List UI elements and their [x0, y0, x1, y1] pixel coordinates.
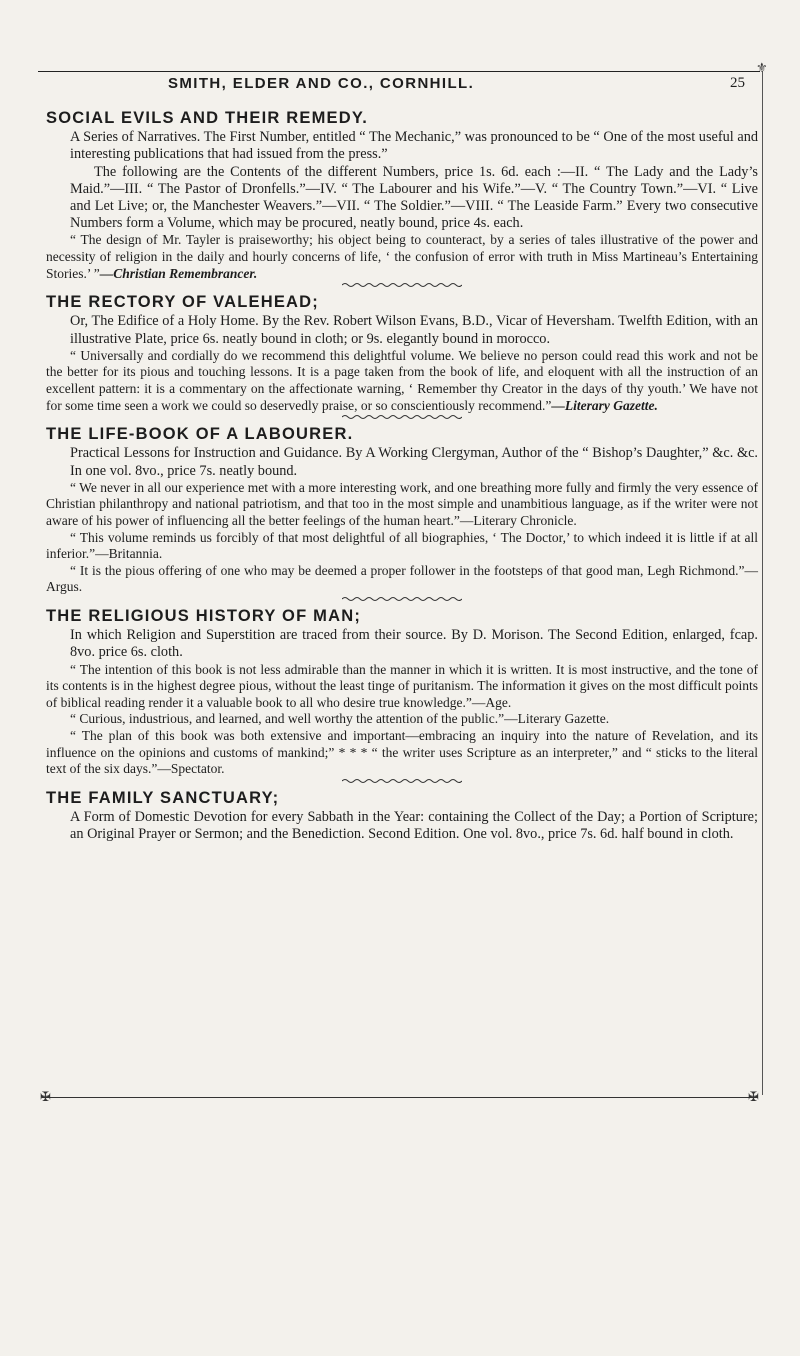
review-quote: [46, 348, 758, 414]
review-quote: “ It is the pious offering of one who may be deemed a proper follower in the footsteps of that good man, Legh Richmond.”—Argus.: [46, 562, 758, 595]
contents-list: The following are the Contents of the different Numbers, price 1s. 6d. each :—II. “ The Lady and the Lady’s Maid.”—III. “ The Pastor of Dronfells.”—IV. “ The Labourer and his Wife.”—V. “ The Country Town.”—VI. “ Live and Let Live; or, the Manchester Weavers.”—VII. “ The Soldier.”—VIII. “ The Leaside Farm.” Every two consecutive Numbers form a Volume, which may be procured, neatly bound, price 4s. each.: [70, 163, 758, 232]
review-source: —Christian Remembrancer.: [99, 265, 258, 281]
description: A Form of Domestic Devotion for every Sabbath in the Year: containing the Collect of the Day; a Portion of Scripture; an Original Prayer or Sermon; and the Benediction. Second Edition. One vol. 8vo., price 7s. 6d. half bound in cloth.: [70, 808, 758, 843]
review-source: —Literary Gazette.: [551, 397, 658, 413]
divider-ornament-icon: [342, 596, 462, 602]
review-text: “ The design of Mr. Tayler is praiseworthy; his object being to counteract, by a series of tales illustrative of the power and necessity of religion in the daily and hourly concerns of life, ‘ the confusion of error with truth in Miss Martineau’s Entertaining Stories.’ ”: [46, 232, 758, 281]
page-number: 25: [730, 75, 745, 91]
section-rectory-of-valehead: [46, 294, 758, 420]
page-body: [46, 110, 758, 849]
section-title: THE FAMILY SANCTUARY;: [46, 788, 280, 807]
section-title: THE RECTORY OF VALEHEAD;: [46, 293, 319, 312]
corner-ornament-icon: ⚜: [756, 60, 768, 75]
right-edge-line: [762, 71, 763, 1095]
top-rule: [38, 71, 760, 72]
section-title: THE LIFE-BOOK OF A LABOURER.: [46, 425, 354, 444]
divider-ornament-icon: [342, 414, 462, 420]
review-quote: “ The intention of this book is not less admirable than the manner in which it is written. It is most instructive, and the tone of its contents is in the highest degree pious, without the least tinge of puritanism. The information it gives on the most difficult points of biblical reading render it a valuable book to all who desire true knowledge.”—Age.: [46, 661, 758, 710]
section-title: THE RELIGIOUS HISTORY OF MAN;: [46, 606, 362, 625]
review-quote: “ This volume reminds us forcibly of that most delightful of all biographies, ‘ The Doctor,’ to which indeed it is little if at all inferior.”—Britannia.: [46, 529, 758, 562]
divider-ornament-icon: [342, 282, 462, 288]
running-header: [0, 75, 800, 99]
divider-ornament-icon: [342, 778, 462, 784]
description: Or, The Edifice of a Holy Home. By the Rev. Robert Wilson Evans, B.D., Vicar of Heversham. Twelfth Edition, with an illustrative Plate, price 6s. neatly bound in cloth; or 9s. elegantly bound in morocco.: [70, 313, 758, 347]
section-religious-history: [46, 608, 758, 784]
right-corner-ornament-icon: ✠: [748, 1089, 759, 1104]
review-quote: “ We never in all our experience met with a more interesting work, and one breathing more fully and firmly the very essence of Christian philanthropy and national patriotism, and that too in the most simple and unambitious language, as if the writer were not aware of his power of influencing all the better feelings of the human heart.”—Literary Chronicle.: [46, 479, 758, 528]
review-quote: [46, 232, 758, 282]
bottom-rule: [42, 1097, 758, 1098]
section-social-evils: [46, 110, 758, 288]
review-text: “ Universally and cordially do we recommend this delightful volume. We believe no person could read this work and not be the better for its pious and touching lessons. It is a page taken from the book of life, and eloquent with all the instruction of an excellent pattern: it is a commentary on the affectionate warning, ‘ Remember thy Creator in the days of thy youth.’ We have not for some time seen a work we could so deservedly praise, or so conscientiously recommend.”: [46, 347, 758, 413]
section-life-book: [46, 426, 758, 602]
running-title: SMITH, ELDER AND CO., CORNHILL.: [168, 75, 475, 92]
review-quote: “ The plan of this book was both extensive and important—embracing an inquiry into the nature of Revelation, and its influence on the opinions and customs of mankind;” * * * “ the writer uses Scripture as an interpreter,” and “ sticks to the literal text of the six days.”—Spectator.: [46, 727, 758, 777]
description: Practical Lessons for Instruction and Guidance. By A Working Clergyman, Author of the “ Bishop’s Daughter,” &c. &c. In one vol. 8vo., price 7s. neatly bound.: [70, 445, 758, 479]
description: A Series of Narratives. The First Number, entitled “ The Mechanic,” was pronounced to be “ One of the most useful and interesting publications that had issued from the press.”: [70, 129, 758, 163]
left-corner-ornament-icon: ✠: [40, 1089, 51, 1104]
description: In which Religion and Superstition are traced from their source. By D. Morison. The Second Edition, enlarged, fcap. 8vo. price 6s. cloth.: [70, 627, 758, 661]
review-quote: “ Curious, industrious, and learned, and well worthy the attention of the public.”—Literary Gazette.: [70, 711, 610, 727]
section-family-sanctuary: [46, 790, 758, 844]
section-title: SOCIAL EVILS AND THEIR REMEDY.: [46, 109, 369, 127]
